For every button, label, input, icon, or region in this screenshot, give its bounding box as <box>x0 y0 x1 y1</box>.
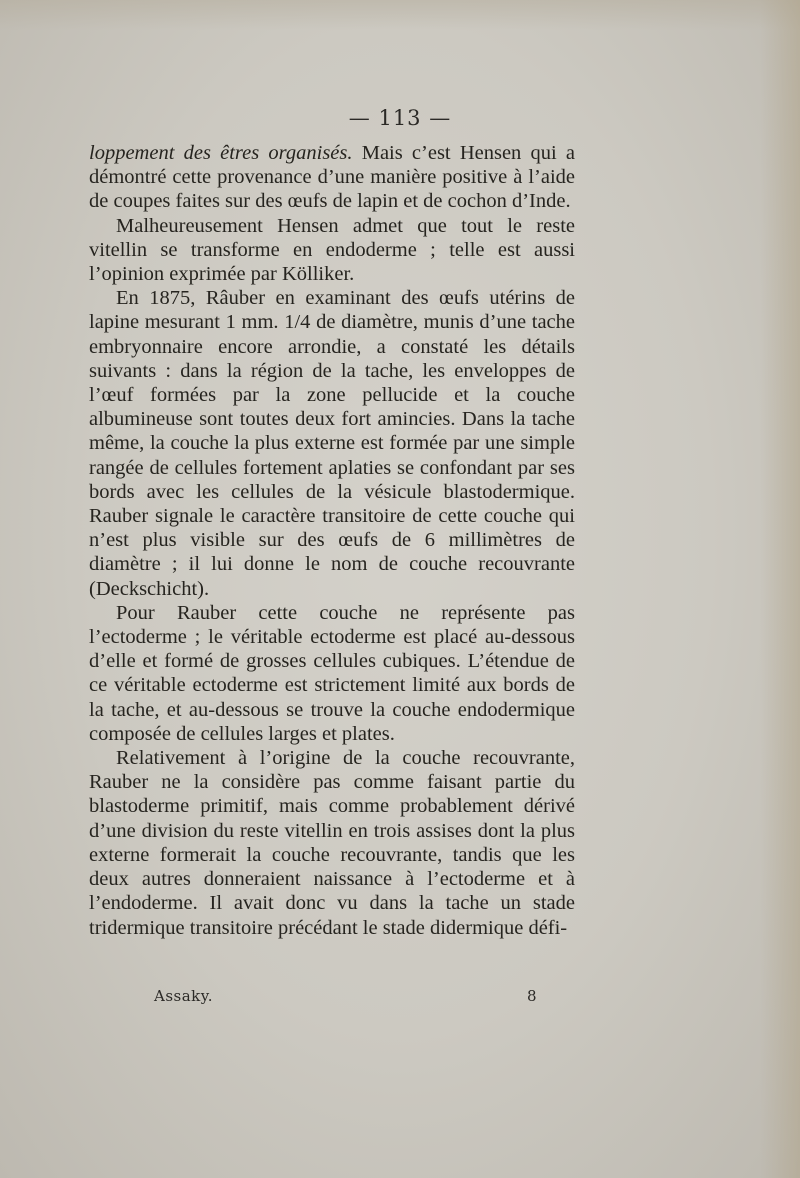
signature-name: Assaky. <box>154 987 214 1005</box>
paragraph-5: Relativement à l’origine de la couche recouvrante, Rauber ne la considère pas comme faisant partie du blastoderme primitif, mais comme probablement dérivé d’une division du reste vitellin en trois assises dont la plus externe formerait la couche recouvrante, tandis que les deux autres donneraient naissance à l’ectoderme et à l’endoderme. Il avait donc vu dans la tache un stade tridermique transitoire précédant le stade didermique défi- <box>89 747 575 939</box>
paragraph-1-text: Mais c’est Hensen qui a démontré cette provenance d’une manière positive à l’aide de coupes faites sur des œufs de lapin et de cochon d’Inde. <box>89 142 575 213</box>
paragraph-2: Malheureusement Hensen admet que tout le reste vitellin se transforme en endoderme ; telle est aussi l’opinion exprimée par Kölliker. <box>89 214 575 286</box>
paragraph-4: Pour Rauber cette couche ne représente pas l’ectoderme ; le véritable ectoderme est placé au-dessous d’elle et formé de grosses cellules cubiques. L’étendue de ce véritable ectoderme est strictement limité aux bords de la tache, et au-dessous se trouve la couche endodermique composée de cellules larges et plates. <box>89 601 575 745</box>
signature-footer <box>0 987 800 1011</box>
page-number-header: — 113 — <box>348 106 452 130</box>
paragraph-1-italic-lead: loppement des êtres organisés. <box>89 142 353 164</box>
paragraph-3: En 1875, Râuber en examinant des œufs utérins de lapine mesurant 1 mm. 1/4 de diamètre, munis d’une tache embryonnaire encore arrondie, a constaté les détails suivants : dans la région de la tache, les enveloppes de l’œuf formées par la zone pellucide et la couche albumineuse sont toutes deux fort amincies. Dans la tache même, la couche la plus externe est formée par une simple rangée de cellules fortement aplaties se confondant par ses bords avec les cellules de la vésicule blastodermique. Rauber signale le caractère transitoire de cette couche qui n’est plus visible sur des œufs de 6 millimètres de diamètre ; il lui donne le nom de couche recouvrante (Deckschicht). <box>89 287 575 600</box>
body-text <box>89 141 575 940</box>
page-edge-shadow-top <box>0 0 800 30</box>
signature-number: 8 <box>527 987 537 1005</box>
paragraph-1 <box>89 141 575 214</box>
